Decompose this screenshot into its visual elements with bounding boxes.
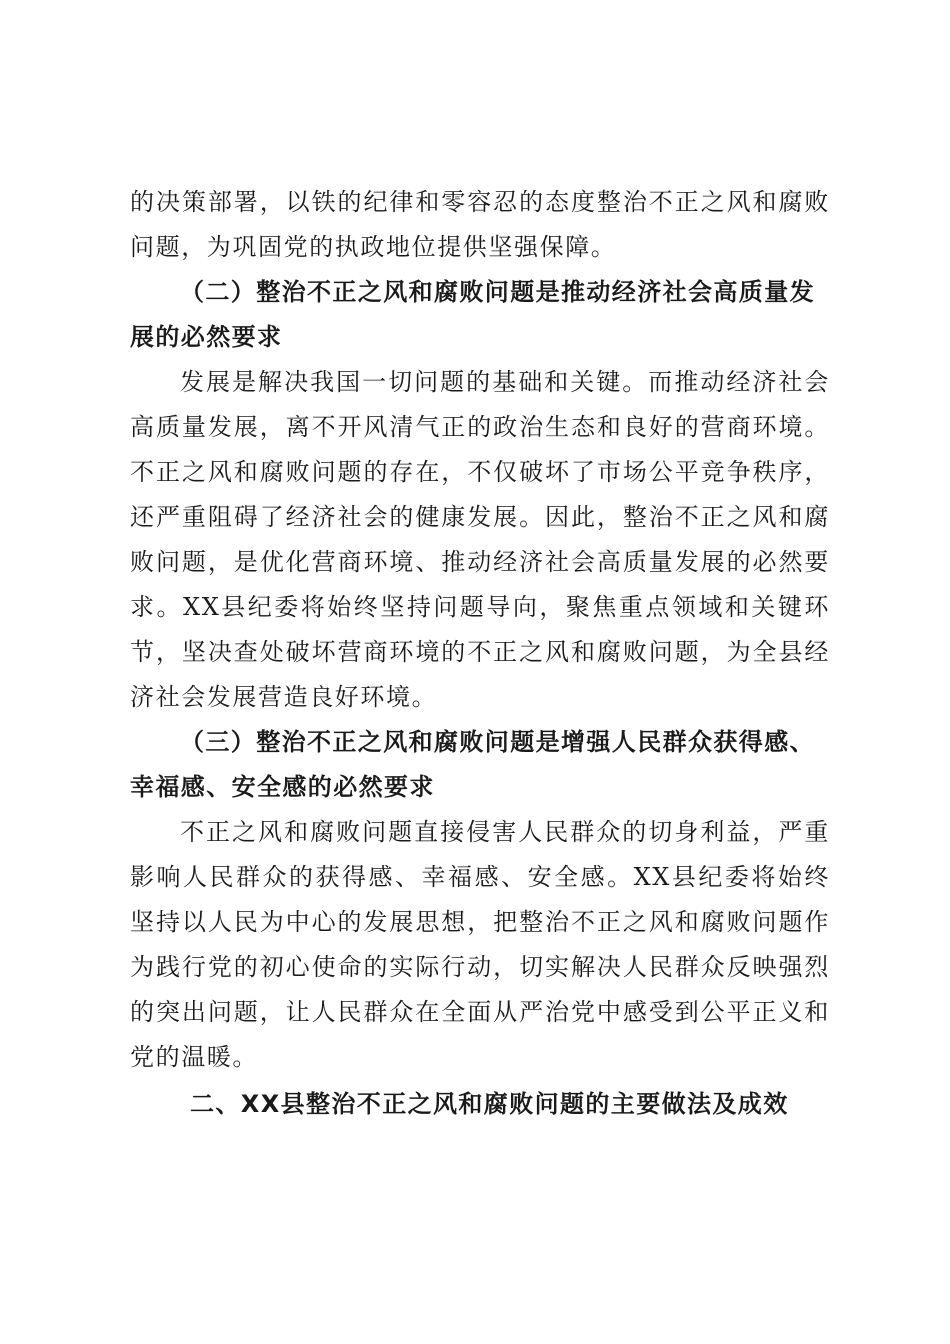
subheading-three: （三）整治不正之风和腐败问题是增强人民群众获得感、幸福感、安全感的必然要求 — [130, 728, 815, 801]
subheading-two: （二）整治不正之风和腐败问题是推动经济社会高质量发展的必然要求 — [130, 278, 815, 351]
section-heading-two: 二、XX县整治不正之风和腐败问题的主要做法及成效 — [190, 1090, 789, 1118]
body-paragraph-development: 发展是解决我国一切问题的基础和关键。而推动经济社会高质量发展，离不开风清气正的政治生态和良好的营商环境。不正之风和腐败问题的存在，不仅破坏了市场公平竞争秩序，还严重阻碍了经济社会的健康发展。因此，整治不正之风和腐败问题，是优化营商环境、推动经济社会高质量发展的必然要求。XX县纪委将始终坚持问题导向，聚焦重点领域和关键环节，坚决查处破坏营商环境的不正之风和腐败问题，为全县经济社会发展营造良好环境。 — [130, 368, 830, 711]
body-paragraph-people: 不正之风和腐败问题直接侵害人民群众的切身利益，严重影响人民群众的获得感、幸福感、安全感。XX县纪委将始终坚持以人民为中心的发展思想，把整治不正之风和腐败问题作为践行党的初心使命的实际行动，切实解决人民群众反映强烈的突出问题，让人民群众在全面从严治党中感受到公平正义和党的温暖。 — [130, 818, 830, 1071]
document-body — [130, 180, 830, 1127]
continuation-paragraph: 的决策部署，以铁的纪律和零容忍的态度整治不正之风和腐败问题，为巩固党的执政地位提供坚强保障。 — [130, 188, 830, 261]
